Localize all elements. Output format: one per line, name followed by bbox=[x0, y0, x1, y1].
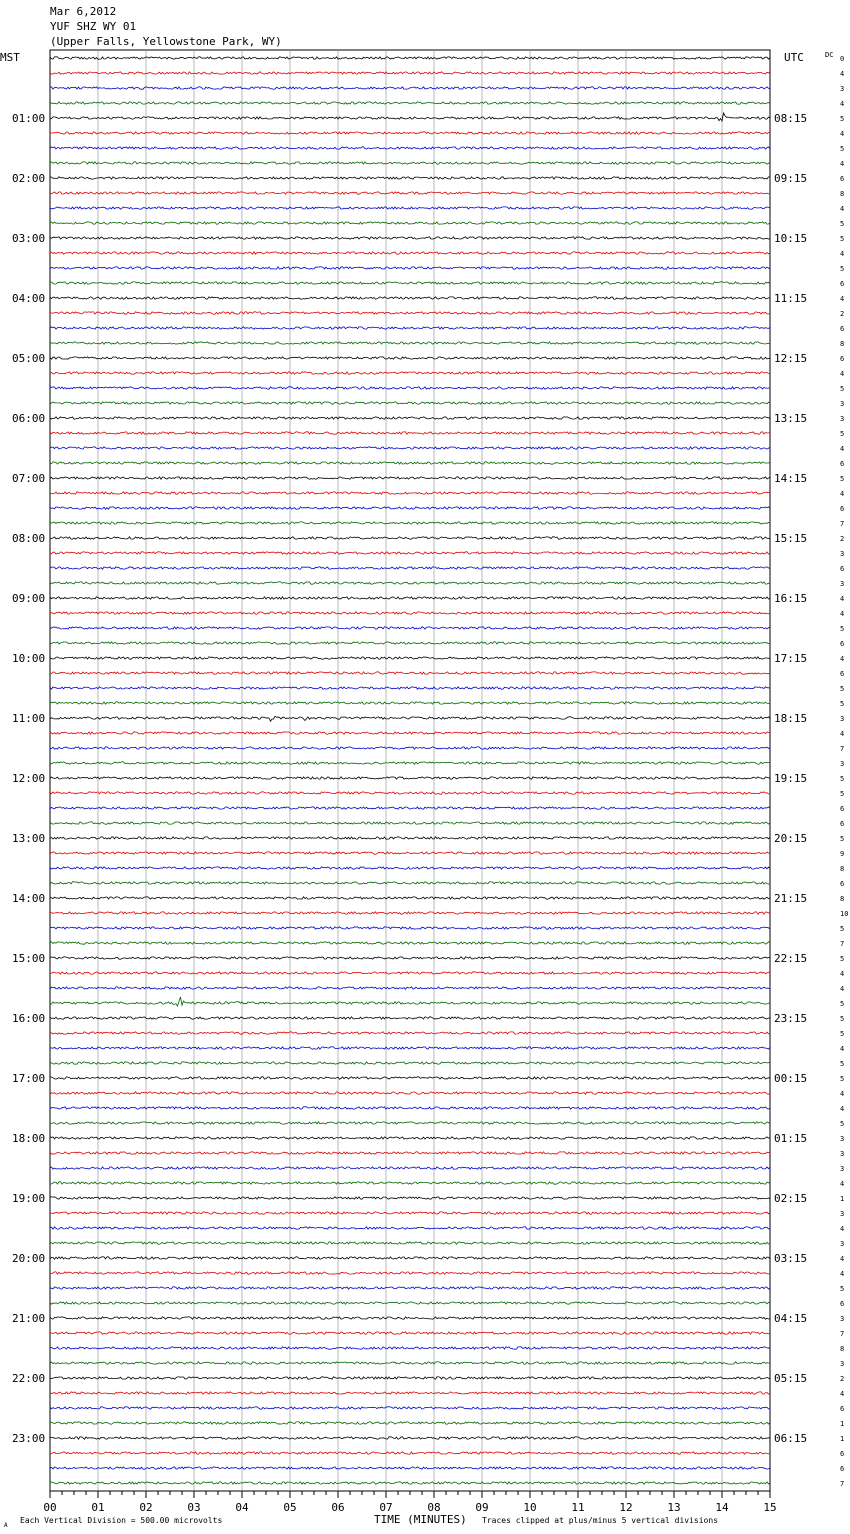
right-hour-label: 14:15 bbox=[774, 472, 808, 485]
dc-offset-label: 6 bbox=[840, 1465, 845, 1473]
dc-offset-label: 4 bbox=[840, 595, 845, 603]
dc-offset-label: 4 bbox=[840, 1105, 845, 1113]
dc-offset-label: 6 bbox=[840, 505, 845, 513]
dc-offset-label: 6 bbox=[840, 355, 845, 363]
trace-row bbox=[50, 1092, 770, 1094]
trace-row bbox=[50, 312, 770, 314]
dc-offset-label: 10 bbox=[840, 910, 849, 918]
trace-row bbox=[50, 342, 770, 344]
dc-offset-label: 7 bbox=[840, 745, 845, 753]
x-tick-label: 05 bbox=[283, 1501, 297, 1514]
trace-row bbox=[50, 417, 770, 419]
left-hour-label: 18:00 bbox=[12, 1132, 46, 1145]
trace-row bbox=[50, 1437, 770, 1439]
trace-row bbox=[50, 882, 770, 884]
dc-offset-label: 4 bbox=[840, 985, 845, 993]
left-hour-label: 17:00 bbox=[12, 1072, 46, 1085]
trace-row bbox=[50, 927, 770, 929]
trace-row bbox=[50, 897, 770, 899]
right-hour-label: 03:15 bbox=[774, 1252, 808, 1265]
trace-row bbox=[50, 252, 770, 254]
left-hour-label: 13:00 bbox=[12, 832, 46, 845]
left-hour-label: 16:00 bbox=[12, 1012, 46, 1025]
trace-row bbox=[50, 1152, 770, 1154]
x-tick-label: 03 bbox=[187, 1501, 201, 1514]
trace-row bbox=[50, 1047, 770, 1049]
dc-offset-label: 4 bbox=[840, 490, 845, 498]
x-axis-title: TIME (MINUTES) bbox=[374, 1513, 467, 1526]
trace-row bbox=[50, 612, 770, 614]
dc-offset-label: 6 bbox=[840, 1450, 845, 1458]
trace-row bbox=[50, 1332, 770, 1334]
dc-offset-label: 6 bbox=[840, 670, 845, 678]
trace-row bbox=[50, 852, 770, 854]
trace-row bbox=[50, 1257, 770, 1259]
right-hour-label: 08:15 bbox=[774, 112, 808, 125]
right-hour-label: 21:15 bbox=[774, 892, 808, 905]
left-hour-label: 08:00 bbox=[12, 532, 46, 545]
right-hour-label: 11:15 bbox=[774, 292, 808, 305]
right-hour-label: 01:15 bbox=[774, 1132, 808, 1145]
dc-offset-label: 5 bbox=[840, 1030, 845, 1038]
trace-row bbox=[50, 1407, 770, 1409]
trace-row bbox=[50, 132, 770, 134]
trace-row bbox=[50, 1362, 770, 1364]
trace-row bbox=[50, 1392, 770, 1394]
dc-offset-label: 4 bbox=[840, 1225, 845, 1233]
trace-row bbox=[50, 732, 770, 734]
dc-offset-label: 4 bbox=[840, 1180, 845, 1188]
left-hour-label: 15:00 bbox=[12, 952, 46, 965]
dc-offset-label: 6 bbox=[840, 460, 845, 468]
left-hour-label: 04:00 bbox=[12, 292, 46, 305]
x-tick-label: 01 bbox=[91, 1501, 105, 1514]
right-hour-label: 18:15 bbox=[774, 712, 808, 725]
left-hour-label: 06:00 bbox=[12, 412, 46, 425]
trace-row bbox=[50, 567, 770, 569]
x-axis bbox=[43, 1491, 776, 1514]
trace-row bbox=[50, 597, 770, 599]
trace-row bbox=[50, 1422, 770, 1424]
left-hour-label: 14:00 bbox=[12, 892, 46, 905]
trace-row bbox=[50, 1227, 770, 1229]
trace-row bbox=[50, 867, 770, 869]
dc-offset-label: 9 bbox=[840, 850, 845, 858]
dc-offset-label: 7 bbox=[840, 520, 845, 528]
dc-offset-labels bbox=[840, 55, 848, 1488]
dc-offset-label: 5 bbox=[840, 145, 845, 153]
dc-offset-label: 5 bbox=[840, 625, 845, 633]
x-tick-label: 15 bbox=[763, 1501, 777, 1514]
dc-offset-label: 5 bbox=[840, 475, 845, 483]
dc-offset-label: 5 bbox=[840, 220, 845, 228]
trace-row bbox=[50, 957, 770, 959]
trace-row bbox=[50, 282, 770, 284]
trace-row bbox=[50, 837, 770, 839]
trace-row bbox=[50, 237, 770, 239]
trace-row bbox=[50, 402, 770, 404]
dc-header-label: DC bbox=[825, 51, 834, 59]
dc-offset-label: 2 bbox=[840, 310, 845, 318]
dc-offset-label: 4 bbox=[840, 370, 845, 378]
x-tick-label: 08 bbox=[427, 1501, 441, 1514]
dc-offset-label: 2 bbox=[840, 1375, 845, 1383]
right-hour-labels bbox=[774, 112, 807, 1445]
trace-row bbox=[50, 687, 770, 689]
right-hour-label: 13:15 bbox=[774, 412, 808, 425]
dc-offset-label: 8 bbox=[840, 895, 845, 903]
dc-offset-label: 3 bbox=[840, 400, 845, 408]
dc-offset-label: 3 bbox=[840, 1135, 845, 1143]
trace-row bbox=[50, 1107, 770, 1109]
right-hour-label: 02:15 bbox=[774, 1192, 808, 1205]
trace-row bbox=[50, 1182, 770, 1184]
dc-offset-label: 5 bbox=[840, 1075, 845, 1083]
dc-offset-label: 4 bbox=[840, 130, 845, 138]
header-date: Mar 6,2012 bbox=[50, 5, 117, 18]
dc-offset-label: 4 bbox=[840, 1270, 845, 1278]
x-tick-label: 13 bbox=[667, 1501, 681, 1514]
dc-offset-label: 7 bbox=[840, 1330, 845, 1338]
trace-row bbox=[50, 552, 770, 554]
trace-row bbox=[50, 87, 770, 89]
dc-offset-label: 6 bbox=[840, 280, 845, 288]
left-hour-label: 03:00 bbox=[12, 232, 46, 245]
right-hour-label: 20:15 bbox=[774, 832, 808, 845]
dc-offset-label: 5 bbox=[840, 1120, 845, 1128]
header-station: YUF SHZ WY 01 bbox=[50, 20, 137, 33]
trace-row bbox=[50, 57, 770, 59]
dc-offset-label: 5 bbox=[840, 775, 845, 783]
dc-offset-label: 5 bbox=[840, 1015, 845, 1023]
trace-row bbox=[50, 1347, 770, 1349]
trace-row bbox=[50, 113, 770, 121]
left-hour-label: 12:00 bbox=[12, 772, 46, 785]
trace-row bbox=[50, 162, 770, 164]
right-hour-label: 05:15 bbox=[774, 1372, 808, 1385]
dc-offset-label: 0 bbox=[840, 55, 845, 63]
x-tick-label: 12 bbox=[619, 1501, 633, 1514]
trace-row bbox=[50, 327, 770, 329]
dc-offset-label: 8 bbox=[840, 190, 845, 198]
trace-row bbox=[50, 1122, 770, 1124]
trace-row bbox=[50, 777, 770, 779]
dc-offset-label: 1 bbox=[840, 1420, 845, 1428]
right-hour-label: 04:15 bbox=[774, 1312, 808, 1325]
left-hour-label: 11:00 bbox=[12, 712, 46, 725]
trace-row bbox=[50, 716, 770, 721]
trace-row bbox=[50, 972, 770, 974]
x-tick-label: 10 bbox=[523, 1501, 537, 1514]
dc-offset-label: 8 bbox=[840, 865, 845, 873]
dc-offset-label: 6 bbox=[840, 325, 845, 333]
trace-row bbox=[50, 1467, 770, 1469]
dc-offset-label: 4 bbox=[840, 730, 845, 738]
header-location: (Upper Falls, Yellowstone Park, WY) bbox=[50, 35, 282, 48]
x-tick-label: 09 bbox=[475, 1501, 489, 1514]
dc-offset-label: 3 bbox=[840, 715, 845, 723]
dc-offset-label: 4 bbox=[840, 610, 845, 618]
dc-offset-label: 1 bbox=[840, 1195, 845, 1203]
plot-frame bbox=[50, 50, 770, 1491]
trace-row bbox=[50, 912, 770, 914]
right-hour-label: 19:15 bbox=[774, 772, 808, 785]
dc-offset-label: 4 bbox=[840, 655, 845, 663]
trace-row bbox=[50, 642, 770, 644]
trace-row bbox=[50, 1197, 770, 1199]
trace-row bbox=[50, 447, 770, 449]
trace-row bbox=[50, 1017, 770, 1019]
right-hour-label: 17:15 bbox=[774, 652, 808, 665]
trace-row bbox=[50, 222, 770, 224]
dc-offset-label: 3 bbox=[840, 550, 845, 558]
dc-offset-label: 6 bbox=[840, 820, 845, 828]
left-hour-label: 20:00 bbox=[12, 1252, 46, 1265]
trace-row bbox=[50, 582, 770, 584]
trace-row bbox=[50, 297, 770, 299]
dc-offset-label: 4 bbox=[840, 100, 845, 108]
x-tick-label: 14 bbox=[715, 1501, 729, 1514]
right-hour-label: 00:15 bbox=[774, 1072, 808, 1085]
time-grid bbox=[50, 50, 770, 1491]
dc-offset-label: 7 bbox=[840, 940, 845, 948]
dc-offset-label: 6 bbox=[840, 565, 845, 573]
right-hour-label: 12:15 bbox=[774, 352, 808, 365]
dc-offset-label: 4 bbox=[840, 445, 845, 453]
right-hour-label: 23:15 bbox=[774, 1012, 808, 1025]
right-hour-label: 15:15 bbox=[774, 532, 808, 545]
dc-offset-label: 6 bbox=[840, 175, 845, 183]
trace-row bbox=[50, 357, 770, 359]
dc-offset-label: 5 bbox=[840, 1060, 845, 1068]
dc-offset-label: 5 bbox=[840, 385, 845, 393]
trace-row bbox=[50, 1272, 770, 1274]
trace-row bbox=[50, 747, 770, 749]
dc-offset-label: 4 bbox=[840, 70, 845, 78]
trace-row bbox=[50, 267, 770, 269]
trace-row bbox=[50, 1452, 770, 1454]
trace-row bbox=[50, 207, 770, 209]
dc-offset-label: 4 bbox=[840, 1090, 845, 1098]
dc-offset-label: 4 bbox=[840, 1045, 845, 1053]
seismic-traces bbox=[50, 57, 770, 1484]
trace-row bbox=[50, 387, 770, 389]
left-hour-label: 10:00 bbox=[12, 652, 46, 665]
x-tick-label: 04 bbox=[235, 1501, 249, 1514]
trace-row bbox=[50, 372, 770, 374]
dc-offset-label: 3 bbox=[840, 85, 845, 93]
left-hour-label: 02:00 bbox=[12, 172, 46, 185]
dc-offset-label: 6 bbox=[840, 880, 845, 888]
trace-row bbox=[50, 822, 770, 824]
trace-row bbox=[50, 147, 770, 149]
trace-row bbox=[50, 627, 770, 629]
trace-row bbox=[50, 702, 770, 704]
dc-offset-label: 3 bbox=[840, 1165, 845, 1173]
left-hour-labels bbox=[12, 112, 45, 1445]
left-hour-label: 23:00 bbox=[12, 1432, 46, 1445]
dc-offset-label: 8 bbox=[840, 1345, 845, 1353]
trace-row bbox=[50, 792, 770, 794]
trace-row bbox=[50, 537, 770, 539]
left-hour-label: 01:00 bbox=[12, 112, 46, 125]
right-hour-label: 10:15 bbox=[774, 232, 808, 245]
trace-row bbox=[50, 942, 770, 944]
dc-offset-label: 1 bbox=[840, 1435, 845, 1443]
left-hour-label: 07:00 bbox=[12, 472, 46, 485]
dc-offset-label: 4 bbox=[840, 295, 845, 303]
trace-row bbox=[50, 1032, 770, 1034]
dc-offset-label: 6 bbox=[840, 1300, 845, 1308]
trace-row bbox=[50, 1317, 770, 1319]
x-tick-label: 07 bbox=[379, 1501, 393, 1514]
trace-row bbox=[50, 507, 770, 509]
trace-row bbox=[50, 1287, 770, 1289]
trace-row bbox=[50, 807, 770, 809]
dc-offset-label: 5 bbox=[840, 235, 845, 243]
trace-row bbox=[50, 192, 770, 194]
trace-row bbox=[50, 1242, 770, 1244]
trace-row bbox=[50, 1137, 770, 1139]
dc-offset-label: 5 bbox=[840, 790, 845, 798]
right-hour-label: 06:15 bbox=[774, 1432, 808, 1445]
trace-row bbox=[50, 477, 770, 479]
scale-note: Each Vertical Division = 500.00 microvolts bbox=[20, 1516, 223, 1525]
trace-row bbox=[50, 1302, 770, 1304]
right-hour-label: 16:15 bbox=[774, 592, 808, 605]
x-tick-label: 11 bbox=[571, 1501, 585, 1514]
dc-offset-label: 5 bbox=[840, 430, 845, 438]
right-timezone-label: UTC bbox=[784, 51, 804, 64]
dc-offset-label: 4 bbox=[840, 970, 845, 978]
trace-row bbox=[50, 1077, 770, 1079]
dc-offset-label: 6 bbox=[840, 640, 845, 648]
left-hour-label: 05:00 bbox=[12, 352, 46, 365]
dc-offset-label: 3 bbox=[840, 1360, 845, 1368]
trace-row bbox=[50, 102, 770, 104]
dc-offset-label: 5 bbox=[840, 685, 845, 693]
dc-offset-label: 5 bbox=[840, 835, 845, 843]
dc-offset-label: 8 bbox=[840, 340, 845, 348]
dc-offset-label: 3 bbox=[840, 1150, 845, 1158]
dc-offset-label: 5 bbox=[840, 265, 845, 273]
dc-offset-label: 3 bbox=[840, 1315, 845, 1323]
dc-offset-label: 4 bbox=[840, 160, 845, 168]
corner-mark: A bbox=[4, 1522, 8, 1529]
dc-offset-label: 5 bbox=[840, 700, 845, 708]
x-tick-label: 06 bbox=[331, 1501, 345, 1514]
x-tick-label: 00 bbox=[43, 1501, 57, 1514]
dc-offset-label: 3 bbox=[840, 1240, 845, 1248]
left-hour-label: 21:00 bbox=[12, 1312, 46, 1325]
dc-offset-label: 5 bbox=[840, 1000, 845, 1008]
trace-row bbox=[50, 672, 770, 674]
dc-offset-label: 6 bbox=[840, 1405, 845, 1413]
trace-row bbox=[50, 997, 770, 1006]
trace-row bbox=[50, 492, 770, 494]
dc-offset-label: 3 bbox=[840, 580, 845, 588]
trace-row bbox=[50, 1377, 770, 1379]
trace-row bbox=[50, 522, 770, 524]
dc-offset-label: 7 bbox=[840, 1480, 845, 1488]
dc-offset-label: 4 bbox=[840, 250, 845, 258]
dc-offset-label: 5 bbox=[840, 925, 845, 933]
trace-row bbox=[50, 762, 770, 764]
dc-offset-label: 4 bbox=[840, 1255, 845, 1263]
trace-row bbox=[50, 72, 770, 74]
trace-row bbox=[50, 1167, 770, 1169]
dc-offset-label: 4 bbox=[840, 1390, 845, 1398]
dc-offset-label: 3 bbox=[840, 415, 845, 423]
dc-offset-label: 3 bbox=[840, 1210, 845, 1218]
dc-offset-label: 4 bbox=[840, 205, 845, 213]
right-hour-label: 22:15 bbox=[774, 952, 808, 965]
left-hour-label: 22:00 bbox=[12, 1372, 46, 1385]
x-tick-label: 02 bbox=[139, 1501, 153, 1514]
dc-offset-label: 5 bbox=[840, 115, 845, 123]
dc-offset-label: 2 bbox=[840, 535, 845, 543]
clip-note: Traces clipped at plus/minus 5 vertical divisions bbox=[482, 1516, 719, 1525]
dc-offset-label: 3 bbox=[840, 760, 845, 768]
trace-row bbox=[50, 1482, 770, 1484]
dc-offset-label: 5 bbox=[840, 1285, 845, 1293]
trace-row bbox=[50, 432, 770, 434]
left-timezone-label: MST bbox=[0, 51, 20, 64]
dc-offset-label: 6 bbox=[840, 805, 845, 813]
left-hour-label: 09:00 bbox=[12, 592, 46, 605]
trace-row bbox=[50, 462, 770, 464]
left-hour-label: 19:00 bbox=[12, 1192, 46, 1205]
trace-row bbox=[50, 657, 770, 659]
dc-offset-label: 5 bbox=[840, 955, 845, 963]
trace-row bbox=[50, 1062, 770, 1064]
right-hour-label: 09:15 bbox=[774, 172, 808, 185]
trace-row bbox=[50, 987, 770, 989]
trace-row bbox=[50, 1212, 770, 1214]
trace-row bbox=[50, 177, 770, 179]
